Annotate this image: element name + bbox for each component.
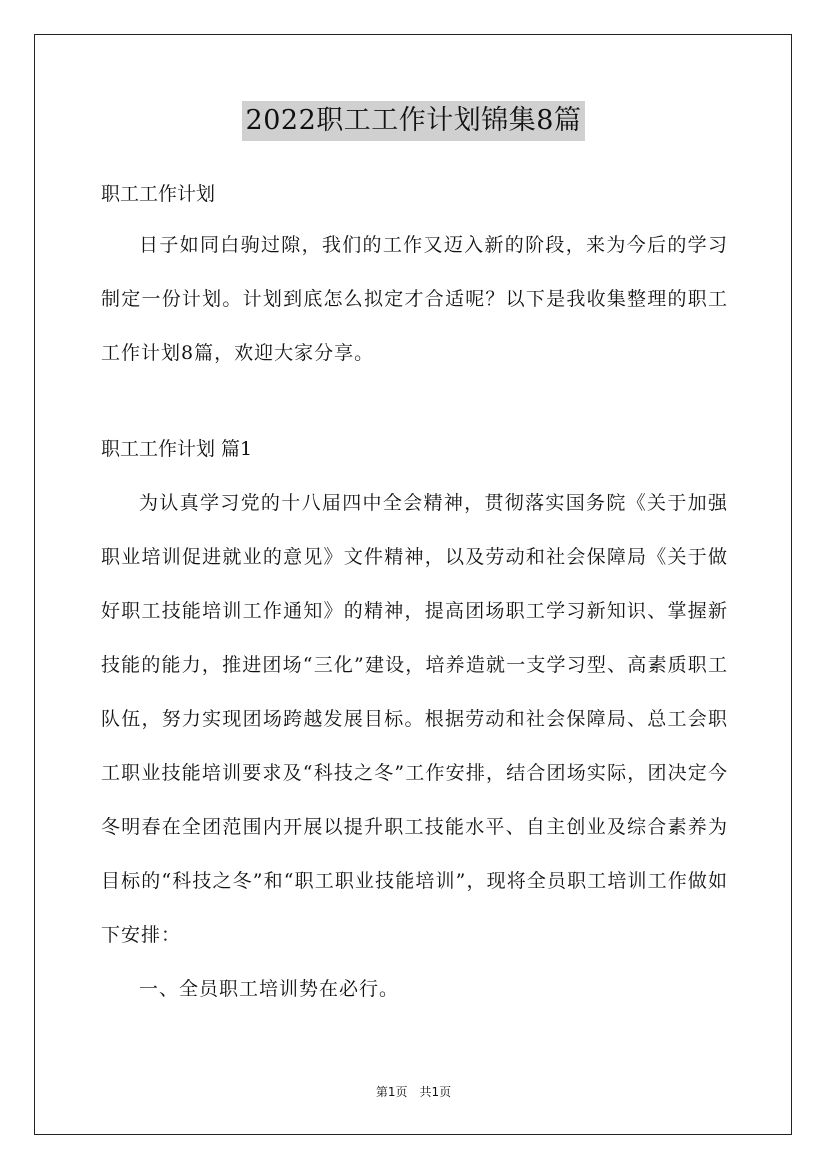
section1-paragraph: 为认真学习党的十八届四中全会精神，贯彻落实国务院《关于加强职业培训促进就业的意见》文件精神，以及劳动和社会保障局《关于做好职工技能培训工作通知》的精神，提高团场职工学习新知识、掌握新技能的能力，推进团场“三化”建设，培养造就一支学习型、高素质职工队伍，努力实现团场跨越发展目标。根据劳动和社会保障局、总工会职工职业技能培训要求及“科技之冬”工作安排，结合团场实际，团决定今冬明春在全团范围内开展以提升职工技能水平、自主创业及综合素养为目标的“科技之冬”和“职工职业技能培训”，现将全员职工培训工作做如下安排：	[101, 492, 728, 946]
section1-point1: 一、全员职工培训势在必行。	[139, 978, 400, 1000]
document-title-container	[0, 101, 827, 141]
document-body	[101, 170, 728, 1016]
page-footer: 第1页 共1页	[375, 1085, 452, 1099]
document-title: 2022职工工作计划锦集8篇	[242, 101, 586, 141]
intro-paragraph: 日子如同白驹过隙，我们的工作又迈入新的阶段，来为今后的学习制定一份计划。计划到底怎么拟定才合适呢？以下是我收集整理的职工工作计划8篇，欢迎大家分享。	[101, 234, 728, 364]
intro-heading: 职工工作计划	[101, 183, 216, 205]
spacer	[101, 380, 728, 425]
section1-heading: 职工工作计划 篇1	[101, 438, 253, 460]
